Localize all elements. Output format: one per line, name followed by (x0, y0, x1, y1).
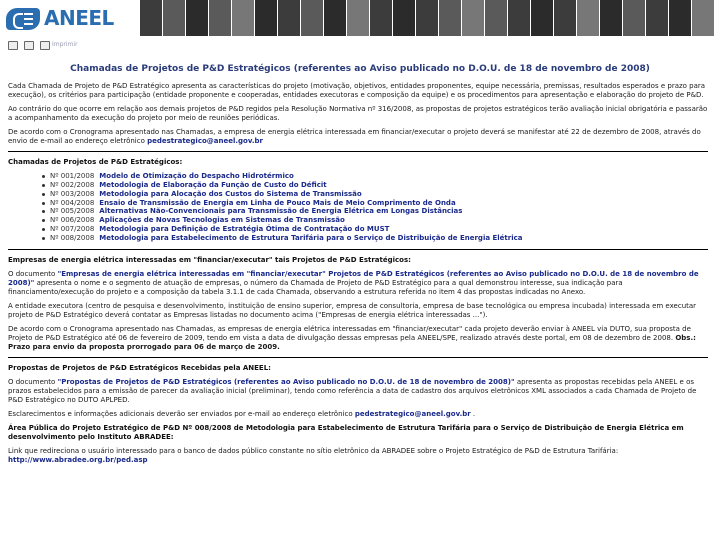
header-photo (531, 0, 553, 36)
section-heading-empresas: Empresas de energia elétrica interessadas em "financiar/executar" tais Projetos de P&D Estratégicos: (8, 256, 411, 265)
empresas-text: De acordo com o Cronograma apresentado nas Chamadas, as empresas de energia elétrica interessadas em "financiar/executar" cada projeto deverão enviar à ANEEL via DUTO, sua proposta de Projeto de P&D Estratégico até 06 de fevereiro de 2009, tendo em vista a data de divulgação dessas empresas pela ANEEL/SPE, realizado através deste portal, em 08 de dezembro de 2008. (8, 325, 691, 342)
email-link[interactable]: pedestrategico@aneel.gov.br (354, 409, 471, 418)
empresas-document-link[interactable]: "Empresas de energia elétrica interessadas em "financiar/executar" Projetos de P&D Estratégicos (referentes ao Aviso publicado no D.O.U. de 18 de novembro de 2008)" (8, 270, 699, 288)
chamada-link[interactable]: Metodologia para Estabelecimento de Estrutura Tarifária para o Serviço de Distribuição de Energia Elétrica (99, 234, 523, 243)
section-heading-chamadas: Chamadas de Projetos de P&D Estratégicos: (8, 157, 183, 166)
font-size-icon (24, 41, 34, 50)
header-photo (347, 0, 369, 36)
header-photo (370, 0, 392, 36)
chamada-link[interactable]: Alternativas Não-Convencionais para Transmissão de Energia Elétrica em Longas Distâncias (99, 207, 463, 216)
header-photo (439, 0, 461, 36)
propostas-document-link[interactable]: "Propostas de Projetos de P&D Estratégicos (referentes ao Aviso publicado no D.O.U. de 18 de novembro de 2008)" (57, 377, 515, 386)
header-photo (600, 0, 622, 36)
divider (8, 357, 708, 358)
chamada-number: Nº 008/2008 (50, 234, 95, 243)
header-photo (301, 0, 323, 36)
list-item (42, 181, 708, 190)
aneel-logo-icon (6, 8, 40, 30)
font-size-button[interactable] (8, 41, 18, 50)
chamada-link[interactable]: Ensaio de Transmissão de Energia em Linha de Pouco Mais de Meio Comprimento de Onda (99, 198, 456, 207)
header-photo (646, 0, 668, 36)
divider (8, 151, 708, 152)
header-photo (140, 0, 162, 36)
page-tools (8, 38, 78, 52)
chamada-number: Nº 002/2008 (50, 180, 95, 189)
logo-text: ANEEL (44, 6, 114, 31)
page-title: Chamadas de Projetos de P&D Estratégicos (referentes ao Aviso publicado no D.O.U. de 18 de novembro de 2008) (70, 64, 650, 74)
list-item (42, 225, 708, 234)
chamadas-list (42, 172, 708, 244)
header-photo (669, 0, 691, 36)
header-photo (209, 0, 231, 36)
chamada-link[interactable]: Metodologia de Elaboração da Função de Custo do Déficit (99, 180, 327, 189)
aneel-logo[interactable] (6, 6, 114, 32)
intro-paragraph: Ao contrário do que ocorre em relação aos demais projetos de P&D regidos pela Resolução Normativa nº 316/2008, as propostas de projetos estratégicos terão avaliação inicial obrigatória e passarão a acompanhamento da execução do projeto por meio de reuniões periódicas. (8, 104, 708, 122)
site-header (0, 0, 720, 34)
recebidas-text: . (470, 409, 476, 418)
chamada-link[interactable]: Aplicações de Novas Tecnologias em Sistemas de Transmissão (99, 216, 345, 225)
recebidas-paragraph (8, 378, 708, 405)
header-photo (485, 0, 507, 36)
list-item (42, 234, 708, 243)
header-photo (186, 0, 208, 36)
chamada-number: Nº 004/2008 (50, 198, 95, 207)
section-heading-area-publica: Área Pública do Projeto Estratégico de P&D Nº 008/2008 de Metodologia para Estabelecimento de Estrutura Tarifária para o Serviço de Distribuição de Energia Elétrica em desenvolvimento pelo Instituto ABRADEE: (8, 423, 684, 441)
chamada-link[interactable]: Modelo de Otimização do Despacho Hidrotérmico (99, 171, 294, 180)
print-button[interactable] (40, 41, 78, 50)
divider (8, 249, 708, 250)
empresas-text: apresenta o nome e o segmento de atuação de empresas, o número da Chamada de Projeto de P&D Estratégico para a qual demonstrou interesse, sua indicação para financiamento/execução do projeto e a composição da tabela 3.1.1 de cada Chamada, observando a estrutura referida no item 4 das propostas indicadas no Anexo. (8, 279, 623, 297)
email-link[interactable]: pedestrategico@aneel.gov.br (147, 136, 263, 145)
chamada-number: Nº 003/2008 (50, 189, 95, 198)
empresas-paragraph (8, 325, 708, 352)
list-item (42, 199, 708, 208)
intro-paragraph: Cada Chamada de Projeto de P&D Estratégico apresenta as características do projeto (motivação, objetivos, entidades proponentes, equipe necessária, premissas, resultados esperados e prazo para execução), os critérios para participação (entidade proponente e cooperadas, entidades executoras e composição da equipe) e os procedimentos para apresentação e elaboração do projeto de P&D. (8, 82, 706, 99)
chamada-number: Nº 006/2008 (50, 216, 95, 225)
area-publica-text: Link que redireciona o usuário interessado para o banco de dados público constante no sítio eletrônico da ABRADEE sobre o Projeto Estratégico de P&D de Estrutura Tarifária: (8, 446, 619, 455)
empresas-paragraph (8, 270, 708, 297)
header-photo (462, 0, 484, 36)
abradee-link[interactable]: http://www.abradee.org.br/ped.asp (8, 455, 148, 464)
chamada-number: Nº 005/2008 (50, 207, 95, 216)
chamada-link[interactable]: Metodologia para Definição de Estratégia Ótima de Contratação do MUST (99, 225, 390, 234)
empresas-paragraph: A entidade executora (centro de pesquisa e desenvolvimento, instituição de ensino superior, empresa de consultoria, empresa de base tecnológica ou empresa incubada) interessada em executar projeto de P&D Estratégico deverá contatar as Empresas listadas no documento acima ("Empresas de energia elétrica interessadas ..."). (8, 302, 697, 320)
header-photo (577, 0, 599, 36)
deadline-note: Obs.: Prazo para envio da proposta prorrogado para 06 de março de 2009. (8, 333, 696, 351)
header-photo (163, 0, 185, 36)
header-photo (623, 0, 645, 36)
list-item (42, 190, 708, 199)
header-photo (508, 0, 530, 36)
header-photo (278, 0, 300, 36)
header-photo (232, 0, 254, 36)
empresas-text: O documento (8, 270, 58, 279)
header-photo-strip (140, 0, 714, 36)
recebidas-text: apresenta as propostas recebidas pela ANEEL e os prazos estabelecidos para a emissão de parecer da avaliação inicial (preliminar), tendo como referência a data de cadastro dos arquivos eletrônicos XML associados a cada Chamada de Projeto de P&D Estratégico no DUTO APLPED. (8, 377, 697, 404)
header-photo (324, 0, 346, 36)
recebidas-text: O documento (8, 377, 58, 386)
list-item (42, 172, 708, 181)
printer-icon (40, 41, 50, 50)
main-content (8, 82, 708, 469)
header-photo (692, 0, 714, 36)
recebidas-text: Esclarecimentos e informações adicionais deverão ser enviados por e-mail ao endereço eletrônico (8, 409, 355, 418)
font-size-button[interactable] (24, 41, 34, 50)
section-heading-recebidas: Propostas de Projetos de P&D Estratégicos Recebidas pela ANEEL: (8, 363, 271, 372)
header-photo (554, 0, 576, 36)
intro-paragraph (8, 128, 708, 146)
chamada-link[interactable]: Metodologia para Alocação dos Custos do Sistema de Transmissão (99, 189, 362, 198)
list-item (42, 207, 708, 216)
header-photo (393, 0, 415, 36)
header-photo (416, 0, 438, 36)
chamada-number: Nº 007/2008 (50, 225, 95, 234)
header-photo (255, 0, 277, 36)
font-size-icon (8, 41, 18, 50)
recebidas-paragraph (8, 410, 708, 419)
intro-text: De acordo com o Cronograma apresentado nas Chamadas, a empresa de energia elétrica interessada em financiar/executar o projeto deverá se manifestar até 22 de dezembro de 2008, através do envio de e-mail ao endereço eletrônico (8, 127, 701, 145)
chamada-number: Nº 001/2008 (50, 171, 95, 180)
print-label: Imprimir (52, 41, 78, 49)
area-publica-paragraph (8, 447, 708, 465)
